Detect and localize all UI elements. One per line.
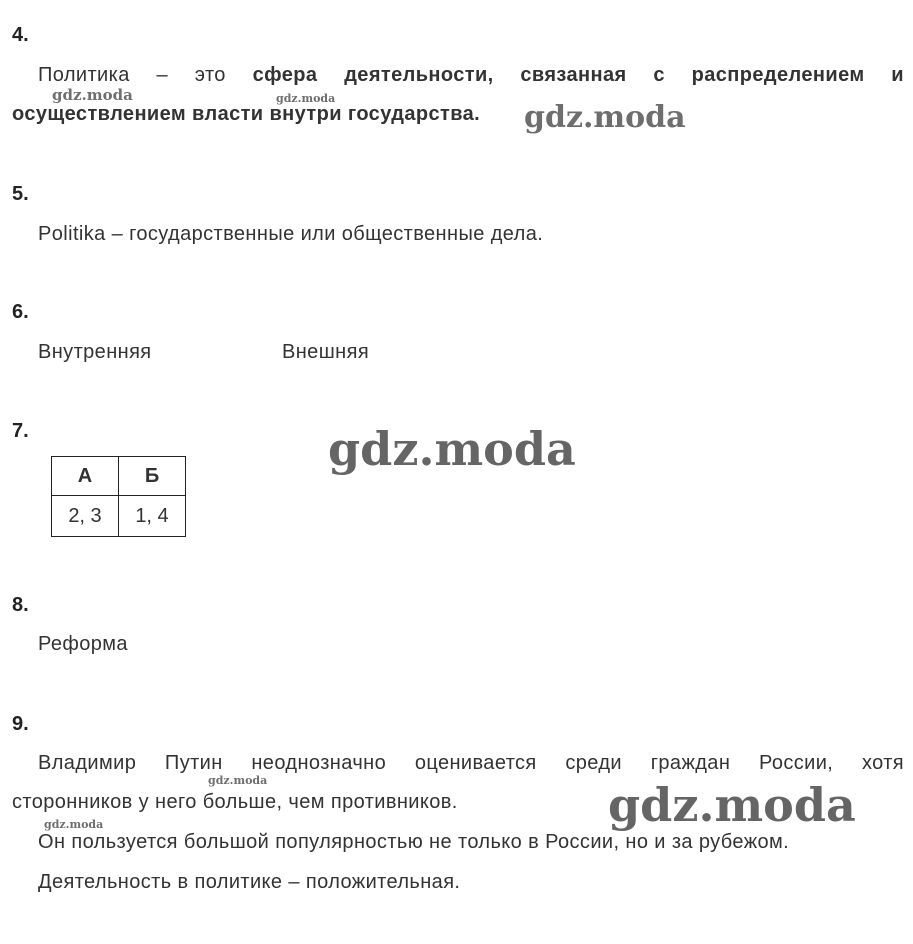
watermark-logo: gdz.moda [44,818,104,831]
table-cell-b: 1, 4 [119,496,186,537]
table-row [52,496,186,537]
q5-answer: Politika – государственные или общественные дела. [38,223,544,245]
watermark-logo: gdz.moda [328,422,576,476]
question-number-4: 4. [12,24,29,46]
q4-definition-line1 [38,64,904,87]
q9-line3: Он пользуется большой популярностью не только в России, но и за рубежом. [38,831,790,853]
q9-line2: сторонников у него больше, чем противников. [12,791,458,813]
q6-item-internal: Внутренняя [38,341,152,363]
q9-line4: Деятельность в политике – положительная. [38,871,461,893]
q4-definition-line2: осуществлением власти внутри государства. [12,103,481,125]
table-header-b: Б [119,457,186,496]
table-cell-a: 2, 3 [52,496,119,537]
question-number-6: 6. [12,301,29,323]
question-number-8: 8. [12,594,29,616]
q8-answer: Реформа [38,633,128,655]
watermark-logo: gdz.moda [524,100,686,135]
table-header-a: А [52,457,119,496]
watermark-logo: gdz.moda [276,92,336,105]
question-number-9: 9. [12,713,29,735]
question-number-5: 5. [12,183,29,205]
watermark-logo: gdz.moda [52,86,133,104]
watermark-logo: gdz.moda [208,774,268,787]
table-header-row [52,457,186,496]
q6-item-external: Внешняя [282,341,370,363]
q7-answer-table [51,456,186,537]
watermark-logo: gdz.moda [608,778,856,832]
question-number-7: 7. [12,420,29,442]
q9-line1: Владимир Путин неоднозначно оценивается среди граждан России, хотя [38,752,904,774]
q4-definition-bold: сфера деятельности, связанная с распределением и [252,64,904,86]
q4-term: Политика – это [38,64,253,86]
